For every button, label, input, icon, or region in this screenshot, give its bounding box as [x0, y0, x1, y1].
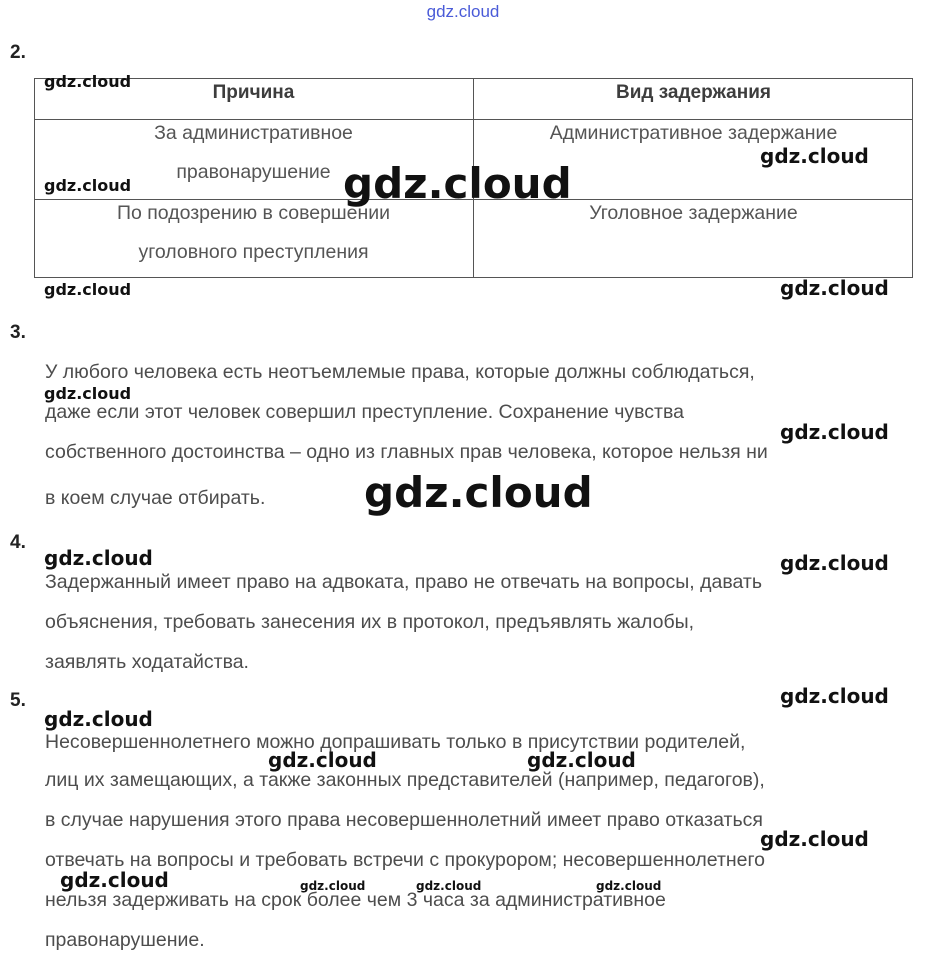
paragraph-line: Задержанный имеет право на адвоката, право не отвечать на вопросы, давать	[45, 571, 762, 593]
section-number-5: 5.	[10, 690, 26, 711]
paragraph-line: правонарушение.	[45, 929, 205, 951]
paragraph-line: Несовершеннолетнего можно допрашивать только в присутствии родителей,	[45, 731, 746, 753]
watermark-text: gdz.cloud	[596, 879, 662, 893]
section-number-3: 3.	[10, 322, 26, 343]
paragraph-line: У любого человека есть неотъемлемые права, которые должны соблюдаться,	[45, 361, 755, 383]
watermark-text: gdz.cloud	[300, 879, 366, 893]
watermark-text: gdz.cloud	[44, 546, 153, 570]
paragraph-line: даже если этот человек совершил преступление. Сохранение чувства	[45, 401, 684, 423]
watermark-text: gdz.cloud	[44, 72, 132, 91]
watermark-text: gdz.cloud	[780, 276, 889, 300]
paragraph-line: отвечать на вопросы и требовать встречи с прокурором; несовершеннолетнего	[45, 849, 766, 871]
table-cell-type: Уголовное задержание	[589, 202, 798, 224]
paragraph-line: лиц их замещающих, а также законных представителей (например, педагогов),	[45, 769, 765, 791]
paragraph-line: собственного достоинства – одно из главных прав человека, которое нельзя ни	[45, 441, 768, 463]
watermark-text: gdz.cloud	[760, 827, 869, 851]
watermark-text: gdz.cloud	[44, 707, 153, 731]
watermark-text: gdz.cloud	[44, 280, 132, 299]
paragraph-line: объяснения, требовать занесения их в протокол, предъявлять жалобы,	[45, 611, 695, 633]
answer-paragraph-4	[45, 571, 915, 681]
watermark-text: gdz.cloud	[44, 384, 132, 403]
watermark-text: gdz.cloud	[364, 468, 593, 517]
watermark-text: gdz.cloud	[780, 551, 889, 575]
table-divider	[34, 119, 913, 120]
watermark-text: gdz.cloud	[44, 176, 132, 195]
watermark-text: gdz.cloud	[527, 748, 636, 772]
watermark-text: gdz.cloud	[780, 684, 889, 708]
table-cell-reason: уголовного преступления	[138, 241, 369, 263]
watermark-text: gdz.cloud	[760, 144, 869, 168]
paragraph-line: нельзя задерживать на срок более чем 3 часа за административное	[45, 889, 666, 911]
table-cell-reason: По подозрению в совершении	[116, 202, 391, 224]
watermark-text: gdz.cloud	[416, 879, 482, 893]
watermark-text: gdz.cloud	[60, 868, 169, 892]
watermark-text: gdz.cloud	[268, 748, 377, 772]
table-header-type: Вид задержания	[616, 82, 771, 103]
header-watermark-link[interactable]: gdz.cloud	[426, 2, 500, 21]
paragraph-line: в коем случае отбирать.	[45, 487, 266, 509]
watermark-text: gdz.cloud	[780, 420, 889, 444]
table-cell-type: Административное задержание	[549, 122, 838, 144]
section-number-4: 4.	[10, 532, 26, 553]
table-cell-reason: правонарушение	[176, 161, 331, 183]
table-header-reason: Причина	[212, 82, 295, 103]
section-number-2: 2.	[10, 42, 26, 63]
table-cell-reason: За административное	[154, 122, 353, 144]
paragraph-line: в случае нарушения этого права несовершеннолетний имеет право отказаться	[45, 809, 763, 831]
paragraph-line: заявлять ходатайства.	[45, 651, 249, 673]
watermark-text: gdz.cloud	[343, 159, 572, 208]
